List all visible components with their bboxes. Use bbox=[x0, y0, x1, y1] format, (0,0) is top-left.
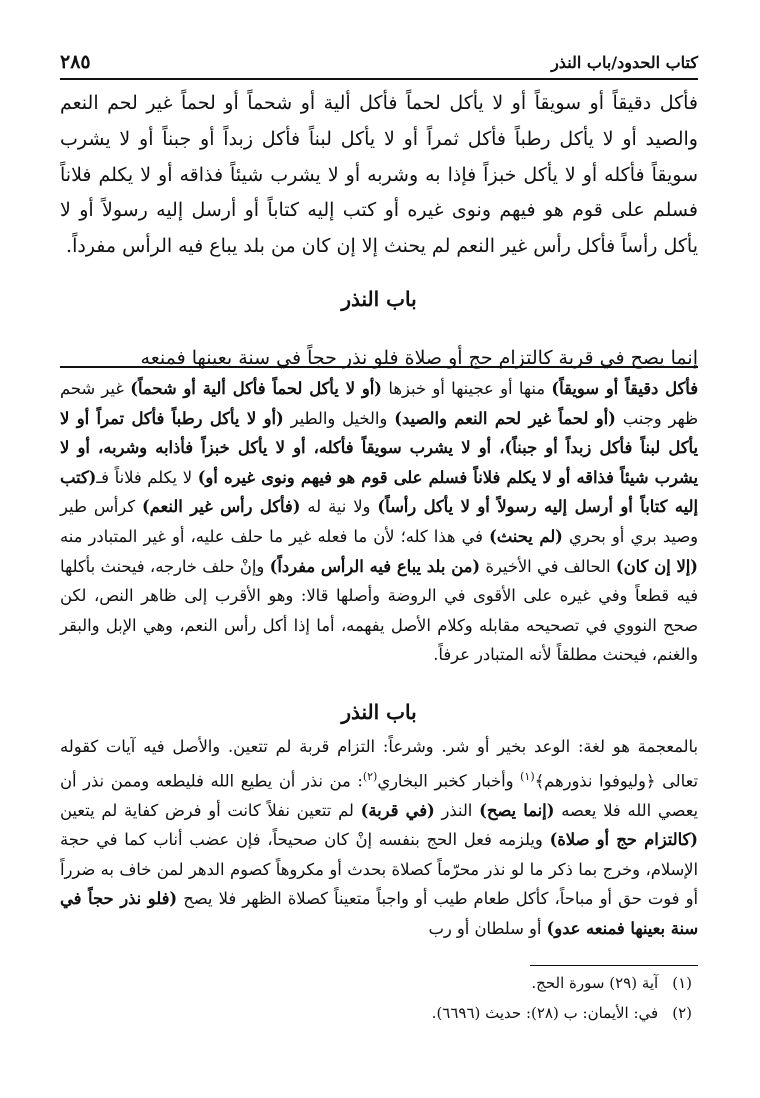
commentary-text-1 bbox=[60, 374, 698, 670]
running-head: كتاب الحدود/باب النذر bbox=[551, 52, 698, 72]
footnote bbox=[200, 1002, 692, 1024]
footnote-ref: (٢) bbox=[362, 769, 378, 783]
bold-matn-quote: (فلو نذر حجاً في سنة بعينها فمنعه عدو) bbox=[60, 889, 698, 938]
footnote-text: آية (٢٩) سورة الحج. bbox=[531, 974, 659, 992]
commentary-run: النذر bbox=[434, 800, 480, 820]
separator-rule bbox=[60, 366, 698, 368]
commentary-paragraph bbox=[60, 374, 698, 670]
footnote-number: (٢) bbox=[672, 1004, 692, 1022]
bold-matn-quote: (فأكل رأس غير النعم) bbox=[141, 497, 301, 517]
bold-matn-quote: (إلا إن كان) bbox=[615, 556, 699, 576]
commentary-run: في هذا كله؛ لأن ما فعله غير ما حلف عليه، أو غير المتبادر منه bbox=[60, 526, 490, 546]
bold-matn-quote: (من بلد يباع فيه الرأس مفرداً) bbox=[269, 556, 481, 576]
bold-matn-quote: (كالتزام حج أو صلاة) bbox=[549, 830, 698, 850]
matn-text-1 bbox=[60, 86, 698, 265]
commentary-paragraph bbox=[60, 732, 698, 944]
commentary-run: وأخبار كخبر البخاري bbox=[377, 771, 521, 791]
matn-paragraph: إنما يصح في قربة كالتزام حج أو صلاة فلو نذر حجاً في سنة بعينها فمنعه bbox=[140, 347, 698, 369]
commentary-run: والخيل والطير bbox=[283, 408, 395, 428]
footnote-ref: (١) bbox=[520, 769, 535, 783]
bold-matn-quote: (إنما يصح) bbox=[479, 800, 555, 820]
commentary-text-2 bbox=[60, 732, 698, 944]
section-title: باب النذر bbox=[341, 287, 417, 311]
commentary-run: كرأس طير وصيد بري أو بحري bbox=[60, 497, 699, 546]
commentary-run: : من نذر أن يطيع الله فليطعه وممن نذر أن يعصي الله فلا يعصه bbox=[60, 771, 698, 820]
bold-matn-quote: (في قربة) bbox=[360, 800, 435, 820]
bold-matn-quote: (لم يحنث) bbox=[489, 526, 563, 546]
bold-matn-quote: (أو لا يأكل رطباً فأكل تمراً أو لا يأكل لبناً فأكل زبداً أو جبناً)، أو لا يشرب سويقاً فأكله، أو لا يأكل خبزاً فأذابه وشربه، أو لا يشرب شيئاً فذاقه أو لا يكلم فلاناً فسلم على قوم هو فيهم ونوى غيره أو) bbox=[60, 408, 698, 487]
section-title: باب النذر bbox=[341, 700, 417, 724]
commentary-run: أو سلطان أو رب bbox=[428, 918, 547, 938]
page-number: ٢٨٥ bbox=[60, 51, 91, 73]
footnote bbox=[200, 972, 692, 994]
matn-paragraph: فأكل دقيقاً أو سويقاً أو لا يأكل لحماً فأكل ألية أو شحماً أو لحماً غير لحم النعم والصيد أو لا يأكل رطباً فأكل ثمراً أو لا يأكل لبناً فأكل زبداً أو جبناً أو لا يشرب سويقاً فأكله أو لا يأكل خبزاً فإذا به وشربه أو لا يشرب شيئاً فذاقه أو لا يكلم فلاناً فسلم على قوم هو فيهم ونوى غيره أو كتب إليه كتاباً أو أرسل إليه رسولاً أو لا يأكل رأساً فأكل رأس غير النعم لم يحنث إلا إن كان من بلد يباع فيه الرأس مفرداً. bbox=[60, 92, 698, 258]
footnote-number: (١) bbox=[672, 974, 692, 992]
commentary-run: الحالف في الأخيرة bbox=[480, 556, 616, 576]
bold-matn-quote: (كتب إليه كتاباً أو أرسل إليه رسولاً أو لا يأكل رأساً) bbox=[60, 467, 699, 517]
bold-matn-quote: (أو لحماً غير لحم النعم والصيد) bbox=[394, 408, 616, 428]
commentary-run: منها أو عجينها أو خبزها bbox=[382, 379, 552, 398]
bold-matn-quote: فأكل دقيقاً أو سويقاً) bbox=[551, 379, 698, 398]
commentary-run: لم تتعين نفلاً كانت أو فرض كفاية لم يتعين bbox=[60, 800, 361, 820]
commentary-run: ولا نية له bbox=[300, 497, 378, 517]
commentary-run: وإنْ حلف خارجه، فيحنث بأكلها فيه قطعاً وفي غيره على الأقوى في الروضة وأصلها قالا: وهو الأقرب إلى ظاهر النص، لكن صحح النووي في تصحيحه مقابله وكلام الأصل يفهمه، أما إذا أكل رأس النعم، وهي الإبل والبقر والغنم، فيحنث مطلقاً لأنه المتبادر عرفاً. bbox=[60, 556, 698, 665]
footnote-separator bbox=[530, 965, 698, 966]
commentary-run: غير شحم ظهر وجنب bbox=[60, 379, 698, 428]
footnote-text: في: الأيمان: ب (٢٨): حديث (٦٦٩٦). bbox=[431, 1004, 659, 1022]
commentary-run: بالمعجمة هو لغة: الوعد بخير أو شر. وشرعاً: التزام قربة لم تتعين. والأصل فيه آيات كقوله تعالى ﴿وليوفوا نذورهم﴾ bbox=[60, 737, 698, 791]
commentary-run: لا يكلم فلاناً فـ bbox=[96, 467, 198, 487]
commentary-run: ويلزمه فعل الحج بنفسه إنْ كان صحيحاً، فإن عضب أناب كما في حجة الإسلام، وخرج بما ذكر ما لو نذر محرّماً كصلاة بحدث أو مكروهاً كصوم الدهر لمن خاف به ضرراً أو فوت حق أو مباحاً، كأكل طعام طيب أو واجباً متعيناً كصلاة الظهر فلا يصح bbox=[60, 830, 699, 909]
bold-matn-quote: (أو لا يأكل لحماً فأكل ألية أو شحماً) bbox=[130, 379, 382, 398]
page-header bbox=[60, 46, 698, 80]
